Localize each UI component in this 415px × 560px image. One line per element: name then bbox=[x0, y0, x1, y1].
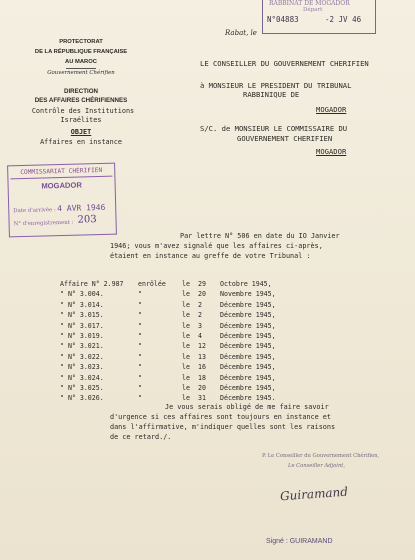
case-row bbox=[60, 374, 360, 383]
case-row bbox=[60, 290, 360, 299]
case-le: le bbox=[182, 300, 190, 309]
case-label: " N° 3.014. bbox=[60, 300, 104, 309]
case-le: le bbox=[182, 342, 190, 351]
case-date: Décembre 1945, bbox=[220, 311, 276, 320]
departure-date: -2 JV 46 bbox=[325, 15, 362, 24]
cover-line2: GOUVERNEMENT CHERIFIEN bbox=[237, 134, 333, 143]
case-date: Décembre 1945, bbox=[220, 373, 276, 382]
departure-stamp bbox=[262, 0, 376, 34]
case-row bbox=[60, 322, 360, 331]
case-label: " N° 3.004. bbox=[60, 290, 104, 299]
cover-city: MOGADOR bbox=[316, 147, 347, 156]
signature-stamp-line2: Le Conseiller Adjoint, bbox=[288, 463, 346, 469]
case-le: le bbox=[182, 363, 190, 372]
departure-stamp-label: Départ bbox=[303, 7, 323, 13]
closing-line3: dans l'affirmative, m'indiquer quelles sont les raisons bbox=[110, 423, 336, 431]
case-row bbox=[60, 311, 360, 320]
case-le: le bbox=[182, 321, 190, 330]
case-date: Décembre 1945, bbox=[220, 384, 276, 392]
case-day: 4 bbox=[198, 332, 202, 340]
letterhead-gouvernement: Gouvernement Chérifien bbox=[47, 70, 115, 76]
case-le: le bbox=[182, 373, 190, 382]
recipient-city: MOGADOR bbox=[316, 105, 347, 114]
case-day: 20 bbox=[198, 290, 206, 299]
case-day: 16 bbox=[198, 363, 206, 372]
case-row bbox=[60, 332, 360, 341]
case-row bbox=[60, 301, 360, 310]
signature-stamp-line1: P. Le Conseiller du Gouvernement Chérifien, bbox=[262, 453, 380, 459]
arrival-stamp bbox=[7, 163, 117, 238]
case-label: " N° 3.022. bbox=[60, 352, 104, 361]
case-label: " N° 3.021. bbox=[60, 342, 104, 351]
place-date: Rabat, le bbox=[225, 29, 257, 37]
case-status: " bbox=[138, 290, 142, 299]
intro-line3: étaient en instance au greffe de votre Tribunal : bbox=[110, 252, 311, 260]
case-date: Décembre 1945, bbox=[220, 363, 276, 372]
arrival-date-value: 4 AVR 1946 bbox=[57, 202, 106, 214]
case-date: Novembre 1945, bbox=[220, 290, 276, 299]
case-label: " N° 3.025. bbox=[60, 384, 104, 392]
arrival-date-label: Date d'arrivée : bbox=[13, 207, 56, 215]
closing-line4: de ce retard./. bbox=[110, 433, 172, 441]
arrival-stamp-city: MOGADOR bbox=[41, 180, 82, 191]
arrival-reg-label: N° d'enregistrement : bbox=[13, 219, 74, 228]
case-label: " N° 3.026. bbox=[60, 394, 104, 403]
departure-number: N°04883 bbox=[267, 15, 299, 24]
arrival-reg-value: 203 bbox=[77, 214, 97, 226]
case-day: 31 bbox=[198, 394, 206, 403]
case-label: " N° 3.024. bbox=[60, 373, 104, 382]
case-le: le bbox=[182, 394, 190, 403]
case-row bbox=[60, 384, 360, 393]
arrival-stamp-title: COMMISSARIAT CHÉRIFIEN bbox=[20, 166, 103, 177]
case-date: Décembre 1945. bbox=[220, 394, 276, 403]
case-le: le bbox=[182, 280, 190, 288]
case-day: 13 bbox=[198, 352, 206, 361]
closing-line1: Je vous serais obligé de me faire savoir bbox=[165, 403, 329, 411]
case-label: " N° 3.015. bbox=[60, 311, 104, 320]
case-status: " bbox=[138, 363, 142, 372]
cover-line1: S/C. de MONSIEUR LE COMMISSAIRE DU bbox=[200, 124, 348, 133]
signed-name: Signé : GUIRAMAND bbox=[266, 538, 333, 545]
case-le: le bbox=[182, 332, 190, 340]
case-date: Octobre 1945, bbox=[220, 280, 272, 288]
letterhead-rule bbox=[66, 68, 96, 69]
case-label: " N° 3.023. bbox=[60, 363, 104, 372]
case-status: " bbox=[138, 342, 142, 351]
case-day: 12 bbox=[198, 342, 206, 351]
case-status: " bbox=[138, 384, 142, 392]
case-date: Décembre 1945, bbox=[220, 352, 276, 361]
case-row bbox=[60, 280, 360, 289]
sender-title: LE CONSEILLER DU GOUVERNEMENT CHERIFIEN bbox=[200, 59, 369, 68]
case-label: Affaire N° 2.987 bbox=[60, 280, 124, 288]
controle-line1: Contrôle des Institutions bbox=[31, 107, 135, 115]
case-date: Décembre 1945, bbox=[220, 332, 276, 340]
case-date: Décembre 1945, bbox=[220, 300, 276, 309]
case-le: le bbox=[182, 290, 190, 299]
objet-label: OBJET bbox=[70, 128, 92, 136]
arrival-stamp-rule bbox=[10, 176, 112, 180]
case-date: Décembre 1945, bbox=[220, 321, 276, 330]
case-date: Décembre 1945, bbox=[220, 342, 276, 351]
case-row bbox=[60, 342, 360, 351]
case-day: 2 bbox=[198, 311, 202, 320]
case-status: enrôlée bbox=[138, 280, 166, 288]
case-day: 29 bbox=[198, 280, 206, 288]
case-le: le bbox=[182, 311, 190, 320]
case-le: le bbox=[182, 384, 190, 392]
objet-value: Affaires en instance bbox=[40, 138, 122, 146]
case-status: " bbox=[138, 321, 142, 330]
case-day: 18 bbox=[198, 373, 206, 382]
case-label: " N° 3.019. bbox=[60, 332, 104, 340]
case-label: " N° 3.017. bbox=[60, 321, 104, 330]
recipient-line2: RABBINIQUE DE bbox=[243, 90, 300, 99]
case-status: " bbox=[138, 332, 142, 340]
intro-line2: 1946; vous m'avez signalé que les affaires ci-après, bbox=[110, 242, 323, 250]
handwritten-signature: Guiramand bbox=[279, 484, 349, 504]
case-status: " bbox=[138, 373, 142, 382]
case-day: 3 bbox=[198, 321, 202, 330]
controle-line2: Israélites bbox=[60, 116, 102, 124]
case-day: 2 bbox=[198, 300, 202, 309]
letterhead-maroc: AU MAROC bbox=[65, 59, 97, 65]
direction-subtitle: DES AFFAIRES CHÉRIFIENNES bbox=[34, 97, 128, 104]
case-status: " bbox=[138, 352, 142, 361]
intro-line1: Par lettre N° 506 en date du IO Janvier bbox=[180, 232, 340, 240]
case-status: " bbox=[138, 394, 142, 403]
closing-line2: d'urgence si ces affaires sont toujours en instance et bbox=[110, 413, 331, 421]
recipient-line1: à MONSIEUR LE PRESIDENT DU TRIBUNAL bbox=[200, 81, 352, 90]
case-row bbox=[60, 363, 360, 372]
case-status: " bbox=[138, 300, 142, 309]
letterhead-protectorat: PROTECTORAT bbox=[59, 39, 103, 45]
case-day: 20 bbox=[198, 384, 206, 392]
case-row bbox=[60, 353, 360, 362]
direction-title: DIRECTION bbox=[63, 88, 99, 95]
case-status: " bbox=[138, 311, 142, 320]
case-le: le bbox=[182, 352, 190, 361]
letterhead-republique: DE LA RÉPUBLIQUE FRANÇAISE bbox=[34, 49, 128, 55]
departure-stamp-title: RABBINAT DE MOGADOR bbox=[269, 0, 350, 7]
